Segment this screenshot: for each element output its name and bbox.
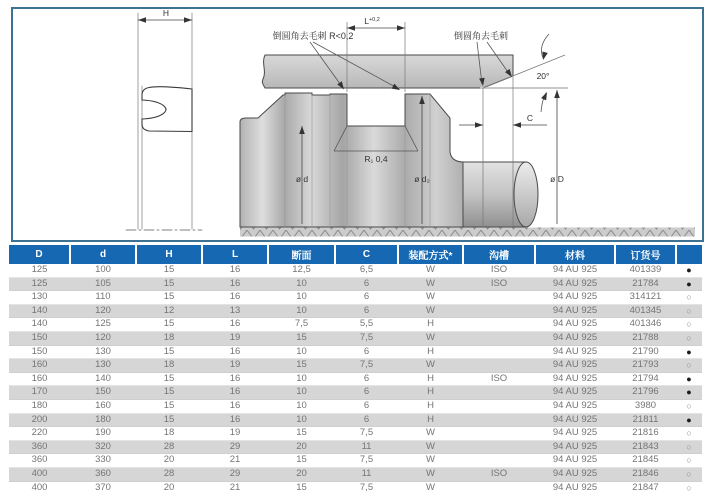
spec-cell: 15 (268, 331, 335, 345)
spec-cell: 21784 (615, 277, 676, 291)
spec-cell (463, 386, 535, 400)
spec-cell: 15 (136, 386, 202, 400)
dia-d2-label: ø d₂ (414, 174, 430, 184)
spec-cell: 10 (268, 413, 335, 427)
spec-cell: 12 (136, 304, 202, 318)
spec-cell: 100 (70, 264, 136, 277)
availability-dot: ○ (676, 318, 702, 332)
table-row (9, 291, 702, 305)
spec-cell: 360 (70, 467, 136, 481)
spec-cell: 401339 (615, 264, 676, 277)
spec-cell: 314121 (615, 291, 676, 305)
spec-cell: W (398, 467, 463, 481)
spec-cell: 19 (202, 331, 268, 345)
spec-cell: 330 (70, 454, 136, 468)
spec-cell: 15 (136, 264, 202, 277)
spec-cell: 12,5 (268, 264, 335, 277)
spec-cell: ISO (463, 264, 535, 277)
spec-cell: 94 AU 925 (535, 399, 615, 413)
spec-cell: 125 (9, 264, 70, 277)
spec-cell: 140 (9, 304, 70, 318)
spec-cell: 10 (268, 291, 335, 305)
spec-cell: 120 (70, 304, 136, 318)
spec-cell: 20 (268, 467, 335, 481)
spec-cell: W (398, 427, 463, 441)
spec-cell: 16 (202, 413, 268, 427)
spec-cell: W (398, 440, 463, 454)
spec-cell: ISO (463, 467, 535, 481)
housing-section (240, 93, 463, 227)
table-row (9, 413, 702, 427)
table-row (9, 318, 702, 332)
spec-cell: W (398, 481, 463, 492)
column-header: D (9, 245, 70, 264)
spec-cell: 7,5 (335, 454, 398, 468)
spec-cell: 401346 (615, 318, 676, 332)
spec-cell: 21847 (615, 481, 676, 492)
spec-cell: 15 (268, 454, 335, 468)
spec-cell: 94 AU 925 (535, 359, 615, 373)
spec-cell: 105 (70, 277, 136, 291)
spec-cell: H (398, 399, 463, 413)
table-row (9, 331, 702, 345)
table-row (9, 386, 702, 400)
spec-cell: 11 (335, 467, 398, 481)
spec-cell: 16 (202, 318, 268, 332)
spec-cell: 15 (136, 345, 202, 359)
table-row (9, 440, 702, 454)
availability-dot: ○ (676, 331, 702, 345)
spec-cell: W (398, 304, 463, 318)
spec-cell (463, 304, 535, 318)
spec-cell: 19 (202, 427, 268, 441)
spec-cell: 94 AU 925 (535, 291, 615, 305)
spec-cell: 94 AU 925 (535, 413, 615, 427)
spec-cell (463, 291, 535, 305)
spec-cell: 94 AU 925 (535, 440, 615, 454)
spec-cell (463, 481, 535, 492)
availability-dot: ○ (676, 467, 702, 481)
spec-cell: 180 (70, 413, 136, 427)
availability-dot: ● (676, 264, 702, 277)
spec-cell: 28 (136, 440, 202, 454)
spec-cell: 150 (9, 345, 70, 359)
spec-cell: H (398, 372, 463, 386)
spec-cell: 400 (9, 481, 70, 492)
l-dim-label: $L^{+0,2}$ (364, 16, 380, 26)
spec-cell: 15 (136, 291, 202, 305)
spec-cell: 18 (136, 427, 202, 441)
spec-cell (463, 427, 535, 441)
spec-cell: 18 (136, 331, 202, 345)
spec-cell: 15 (136, 277, 202, 291)
spec-table-header-row (9, 245, 702, 264)
spec-cell: 120 (70, 331, 136, 345)
spec-cell: 16 (202, 291, 268, 305)
availability-dot: ○ (676, 440, 702, 454)
spec-cell: 15 (268, 427, 335, 441)
availability-dot: ○ (676, 291, 702, 305)
spec-cell: 6 (335, 386, 398, 400)
spec-cell: 29 (202, 440, 268, 454)
spec-cell: 15 (136, 399, 202, 413)
spec-cell: 94 AU 925 (535, 264, 615, 277)
spec-cell: 94 AU 925 (535, 345, 615, 359)
technical-drawing (0, 0, 711, 243)
spec-cell: H (398, 386, 463, 400)
column-header: 材料 (535, 245, 615, 264)
spec-cell: 21845 (615, 454, 676, 468)
spec-cell (463, 413, 535, 427)
spec-cell: 3980 (615, 399, 676, 413)
spec-cell: 160 (70, 399, 136, 413)
spec-cell: 7,5 (335, 331, 398, 345)
h-dim-label: H (162, 8, 170, 18)
spec-cell: 110 (70, 291, 136, 305)
spec-cell: 7,5 (335, 481, 398, 492)
spec-cell: 16 (202, 386, 268, 400)
spec-cell: 16 (202, 372, 268, 386)
spec-cell: 13 (202, 304, 268, 318)
column-header: H (136, 245, 202, 264)
spec-cell: 360 (9, 440, 70, 454)
spec-cell: W (398, 291, 463, 305)
seal-profile-view (126, 8, 202, 230)
spec-cell: 21843 (615, 440, 676, 454)
spec-cell: 10 (268, 372, 335, 386)
spec-cell: 10 (268, 399, 335, 413)
spec-cell: 7,5 (268, 318, 335, 332)
table-row (9, 399, 702, 413)
dia-D-label: ø D (550, 174, 564, 184)
spec-cell (463, 331, 535, 345)
spec-cell: 20 (136, 481, 202, 492)
spec-cell: 190 (70, 427, 136, 441)
spec-cell: 94 AU 925 (535, 427, 615, 441)
spec-cell: 320 (70, 440, 136, 454)
spec-cell: 94 AU 925 (535, 318, 615, 332)
spec-cell: 10 (268, 345, 335, 359)
spec-cell: 200 (9, 413, 70, 427)
spec-cell: 29 (202, 467, 268, 481)
spec-cell: 15 (136, 318, 202, 332)
spec-cell: 20 (268, 440, 335, 454)
spec-cell: 220 (9, 427, 70, 441)
groove-radius-label: R₁ 0,4 (364, 154, 388, 164)
column-header: 断面 (268, 245, 335, 264)
table-row (9, 359, 702, 373)
spec-cell: 21794 (615, 372, 676, 386)
spec-cell: W (398, 277, 463, 291)
spec-cell: 21846 (615, 467, 676, 481)
spec-cell: 6,5 (335, 264, 398, 277)
spec-cell (463, 440, 535, 454)
spec-cell: 10 (268, 386, 335, 400)
table-row (9, 372, 702, 386)
spec-cell: 360 (9, 454, 70, 468)
availability-dot: ● (676, 372, 702, 386)
spec-cell: W (398, 331, 463, 345)
spec-cell: W (398, 264, 463, 277)
spec-cell: H (398, 413, 463, 427)
column-header (676, 245, 702, 264)
spec-cell: 94 AU 925 (535, 467, 615, 481)
spec-cell: 15 (136, 413, 202, 427)
spec-cell: 16 (202, 264, 268, 277)
spec-cell: W (398, 359, 463, 373)
availability-dot: ○ (676, 454, 702, 468)
spec-cell: 20 (136, 454, 202, 468)
availability-dot: ○ (676, 399, 702, 413)
spec-cell: 18 (136, 359, 202, 373)
column-header: 装配方式* (398, 245, 463, 264)
table-row (9, 454, 702, 468)
availability-dot: ○ (676, 481, 702, 492)
availability-dot: ● (676, 386, 702, 400)
spec-cell: 401345 (615, 304, 676, 318)
seal-cross-section (142, 87, 192, 132)
c-dim-label: C (526, 113, 534, 123)
availability-dot: ● (676, 345, 702, 359)
spec-cell: 94 AU 925 (535, 331, 615, 345)
spec-cell: 125 (70, 318, 136, 332)
spec-cell: 130 (70, 345, 136, 359)
table-row (9, 264, 702, 277)
spec-cell: 28 (136, 467, 202, 481)
spec-cell: 10 (268, 277, 335, 291)
column-header: L (202, 245, 268, 264)
table-row (9, 467, 702, 481)
deburr-left-label: 倒圆角去毛刺 R<0,2 (272, 31, 354, 41)
spec-cell: 160 (9, 359, 70, 373)
spec-cell: 94 AU 925 (535, 304, 615, 318)
spec-cell: 7,5 (335, 359, 398, 373)
spec-table-wrap (9, 245, 702, 492)
spec-cell: 16 (202, 345, 268, 359)
spec-cell: 125 (9, 277, 70, 291)
spec-cell: 140 (70, 372, 136, 386)
spec-cell: 21796 (615, 386, 676, 400)
deburr-right-label: 倒圆角去毛刺 (453, 31, 509, 41)
spec-cell: 94 AU 925 (535, 481, 615, 492)
spec-cell: 94 AU 925 (535, 372, 615, 386)
spec-cell: 400 (9, 467, 70, 481)
column-header: C (335, 245, 398, 264)
spec-cell: 19 (202, 359, 268, 373)
spec-cell: 160 (9, 372, 70, 386)
spec-cell: 7,5 (335, 427, 398, 441)
spec-cell: 21788 (615, 331, 676, 345)
spec-cell: 180 (9, 399, 70, 413)
spec-cell: 15 (268, 481, 335, 492)
spec-cell: 11 (335, 440, 398, 454)
column-header: 订货号 (615, 245, 676, 264)
spec-cell: ISO (463, 277, 535, 291)
spec-cell: 94 AU 925 (535, 277, 615, 291)
spec-cell (463, 359, 535, 373)
spec-cell: ISO (463, 372, 535, 386)
spec-cell: 16 (202, 277, 268, 291)
availability-dot: ○ (676, 304, 702, 318)
spec-cell: 94 AU 925 (535, 454, 615, 468)
spec-cell: 6 (335, 413, 398, 427)
spec-cell: 21816 (615, 427, 676, 441)
spec-cell: 130 (70, 359, 136, 373)
table-row (9, 304, 702, 318)
spec-cell (463, 318, 535, 332)
spec-cell: 21811 (615, 413, 676, 427)
spec-cell: 21 (202, 481, 268, 492)
spec-table-body (9, 264, 702, 492)
spec-cell: 15 (136, 372, 202, 386)
table-row (9, 427, 702, 441)
spec-cell: 6 (335, 277, 398, 291)
spec-cell: 140 (9, 318, 70, 332)
table-row (9, 345, 702, 359)
spec-cell: 21790 (615, 345, 676, 359)
spec-cell (463, 399, 535, 413)
column-header: 沟槽 (463, 245, 535, 264)
spec-cell: 6 (335, 345, 398, 359)
spec-cell: 10 (268, 304, 335, 318)
spec-cell: 16 (202, 399, 268, 413)
spec-cell: 6 (335, 304, 398, 318)
spec-cell: 5,5 (335, 318, 398, 332)
spec-cell: 94 AU 925 (535, 386, 615, 400)
availability-dot: ● (676, 277, 702, 291)
column-header: d (70, 245, 136, 264)
spec-cell: 130 (9, 291, 70, 305)
table-row (9, 277, 702, 291)
spec-cell: 150 (70, 386, 136, 400)
spec-cell: 21793 (615, 359, 676, 373)
spec-cell: H (398, 318, 463, 332)
availability-dot: ○ (676, 427, 702, 441)
chamfer-angle-label: 20° (536, 71, 550, 81)
spec-cell: 150 (9, 331, 70, 345)
spec-cell (463, 454, 535, 468)
availability-dot: ○ (676, 359, 702, 373)
availability-dot: ● (676, 413, 702, 427)
spec-cell: 6 (335, 372, 398, 386)
dia-d-label: ø d (295, 174, 309, 184)
rod-cylinder-cap (514, 162, 538, 227)
spec-cell: W (398, 454, 463, 468)
spec-cell: 170 (9, 386, 70, 400)
spec-cell: 21 (202, 454, 268, 468)
spec-cell: 15 (268, 359, 335, 373)
spec-cell: H (398, 345, 463, 359)
spec-cell: 6 (335, 399, 398, 413)
installation-view (240, 16, 695, 237)
table-row (9, 481, 702, 492)
spec-table (9, 245, 702, 492)
spec-cell: 370 (70, 481, 136, 492)
spec-cell (463, 345, 535, 359)
spec-cell: 6 (335, 291, 398, 305)
